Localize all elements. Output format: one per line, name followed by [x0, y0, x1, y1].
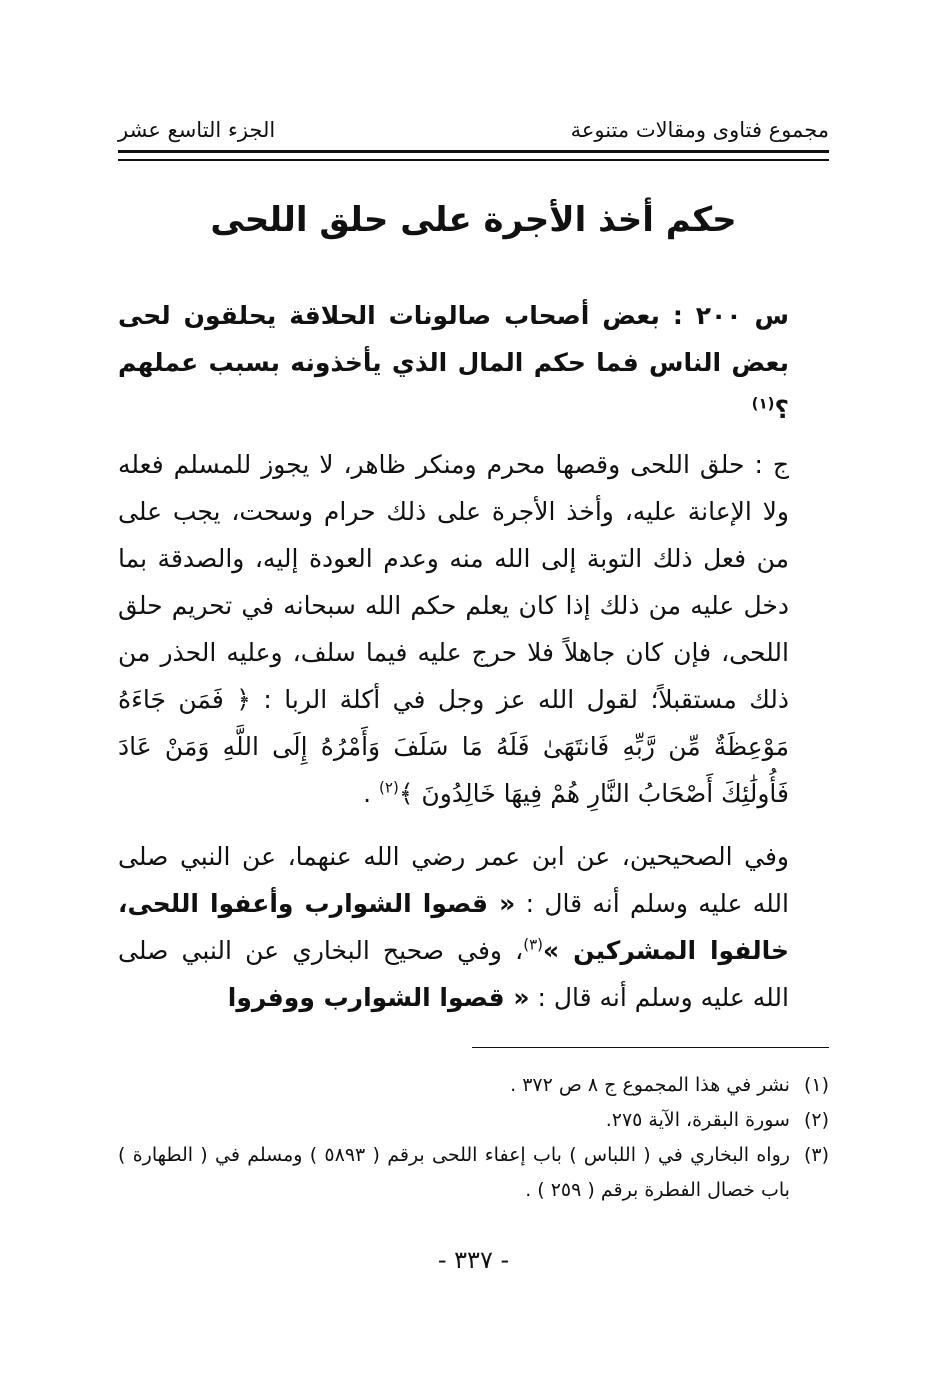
answer-end: .: [363, 779, 380, 808]
footnote-ref-3: (٣): [523, 935, 544, 954]
footnote-number: (٢): [803, 1109, 829, 1131]
footnote-text: سورة البقرة، الآية ٢٧٥.: [605, 1109, 790, 1131]
hadith-intro: وفي الصحيحين، عن ابن عمر رضي الله عنهما، عن النبي صلى الله عليه وسلم أنه قال :: [118, 842, 789, 918]
hadith-paragraph: [118, 833, 829, 1021]
question-text: س ٢٠٠ : بعض أصحاب صالونات الحلاقة يحلقون لحى بعض الناس فما حكم المال الذي يأخذونه بسبب عملهم ؟: [118, 301, 789, 424]
question-paragraph: [118, 292, 829, 433]
quran-verse: ﴿ فَمَن جَاءَهُ مَوْعِظَةٌ مِّن رَّبِّهِ فَانتَهَىٰ فَلَهُ مَا سَلَفَ وَأَمْرُهُ إِلَى اللَّهِ وَمَنْ عَادَ فَأُولَٰئِكَ أَصْحَابُ النَّارِ هُمْ فِيهَا خَالِدُونَ ﴾: [118, 685, 789, 808]
footnote-text: رواه البخاري في ( اللباس ) باب إعفاء اللحى برقم ( ٥٨٩٣ ) ومسلم في ( الطهارة ) باب خصال الفطرة برقم ( ٢٥٩ ) .: [118, 1144, 790, 1201]
footnote: [118, 1068, 829, 1103]
chapter-title: حكم أخذ الأجرة على حلق اللحى: [210, 200, 737, 240]
hadith-text-1: « قصوا الشوارب وأعفوا اللحى، خالفوا المشركين »: [118, 889, 789, 965]
running-header: [118, 112, 829, 148]
footnotes: [118, 1068, 829, 1208]
footnote-number: (١): [803, 1074, 829, 1096]
footnote-text: نشر في هذا المجموع ج ٨ ص ٣٧٢ .: [510, 1074, 790, 1096]
footnote: [118, 1138, 829, 1208]
header-volume: الجزء التاسع عشر: [118, 118, 276, 142]
footnote-rule: [472, 1047, 829, 1048]
footnote-ref-2: (٢): [379, 778, 399, 797]
answer-paragraph: [118, 441, 829, 817]
footnote-ref-1: (١): [751, 394, 775, 413]
main-text: [118, 292, 829, 1021]
footnote-number: (٣): [803, 1144, 829, 1166]
footnote: [118, 1103, 829, 1138]
hadith-continuation: ، وفي صحيح البخاري عن النبي صلى الله عليه وسلم أنه قال :: [118, 936, 789, 1012]
answer-text: ج : حلق اللحى وقصها محرم ومنكر ظاهر، لا يجوز للمسلم فعله ولا الإعانة عليه، وأخذ الأجرة على ذلك حرام وسحت، يجب على من فعل ذلك التوبة إلى الله منه وعدم العودة إليه، والصدقة بما دخل عليه من ذلك إذا كان يعلم حكم الله سبحانه في تحريم حلق اللحى، فإن كان جاهلاً فلا حرج عليه فيما سلف، وعليه الحذر من ذلك مستقبلاً؛ لقول الله عز وجل في أكلة الربا :: [118, 450, 790, 714]
hadith-text-2: « قصوا الشوارب ووفروا: [227, 983, 530, 1012]
header-book-title: مجموع فتاوى ومقالات متنوعة: [570, 118, 829, 142]
page-number: - ٣٣٧ -: [437, 1246, 510, 1274]
header-rule: [118, 150, 829, 161]
